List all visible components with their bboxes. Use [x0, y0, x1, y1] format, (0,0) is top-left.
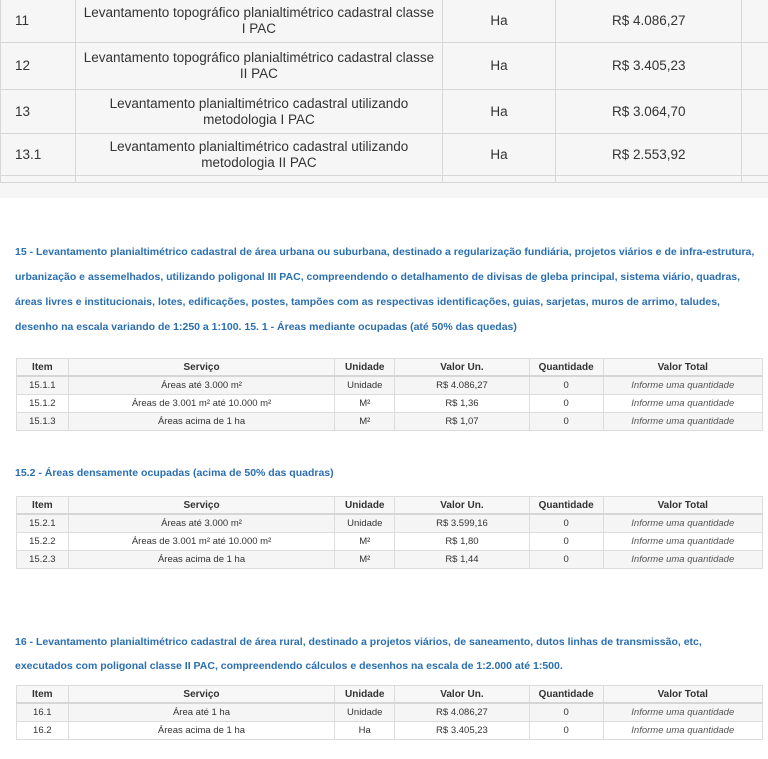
top-price-table-container — [0, 0, 768, 198]
unit-cell: Unidade — [335, 514, 395, 533]
value-cell: R$ 2.553,92 — [556, 134, 742, 176]
quantity-cell[interactable]: 0 — [529, 376, 603, 395]
value-cell: R$ 3.405,23 — [395, 722, 530, 740]
column-header-total: Valor Total — [603, 359, 762, 377]
value-cell: R$ 1,36 — [395, 395, 530, 413]
top-price-table — [0, 0, 768, 183]
value-cell: R$ 3.405,23 — [556, 43, 742, 90]
table-header-row — [17, 686, 763, 704]
item-cell: 15.2.2 — [17, 533, 69, 551]
service-cell: Áreas de 3.001 m² até 10.000 m² — [68, 395, 335, 413]
unit-cell: M² — [335, 551, 395, 569]
item-cell: 15.2.1 — [17, 514, 69, 533]
unit-cell: Ha — [442, 43, 555, 90]
service-cell: Áreas acima de 1 ha — [68, 413, 335, 431]
item-cell: 15.1.2 — [17, 395, 69, 413]
column-header-total: Valor Total — [603, 686, 762, 704]
unit-cell: Ha — [442, 134, 555, 176]
value-cell: R$ 1,80 — [395, 533, 530, 551]
unit-cell: Unidade — [335, 703, 395, 722]
quantity-cell[interactable]: 0 — [529, 551, 603, 569]
unit-cell: M² — [335, 533, 395, 551]
service-cell: Áreas até 3.000 m² — [68, 376, 335, 395]
table-row-cap — [1, 176, 768, 183]
column-header-quantity: Quantidade — [529, 686, 603, 704]
unit-cell: M² — [335, 395, 395, 413]
unit-cell: M² — [335, 413, 395, 431]
quantity-cell[interactable]: 0 — [529, 533, 603, 551]
table-row — [17, 722, 763, 740]
table-15-1 — [16, 358, 763, 431]
column-header-unit: Unidade — [335, 497, 395, 515]
table-16 — [16, 685, 763, 740]
quantity-cell[interactable]: 0 — [529, 514, 603, 533]
value-cell: R$ 4.086,27 — [395, 376, 530, 395]
service-cell: Áreas acima de 1 ha — [68, 722, 335, 740]
service-cell: Levantamento topográfico planialtimétrico cadastral classe I PAC — [75, 0, 442, 43]
extra-cell — [742, 43, 768, 90]
item-cell: 11 — [1, 0, 76, 43]
item-cell: 15.2.3 — [17, 551, 69, 569]
value-cell: R$ 1,07 — [395, 413, 530, 431]
service-cell: Áreas até 3.000 m² — [68, 514, 335, 533]
item-cell: 13.1 — [1, 134, 76, 176]
column-header-item: Item — [17, 686, 69, 704]
table-row — [1, 0, 768, 43]
unit-cell: Ha — [442, 90, 555, 134]
column-header-total: Valor Total — [603, 497, 762, 515]
section-16-heading: 16 - Levantamento planialtimétrico cadastral de área rural, destinado a projetos viários, de saneamento, dutos linhas de transmissão, etc, executados com poligonal classe II PAC, compreendendo cálculos e desenhos na escala de 1:2.000 até 1:500. — [15, 636, 702, 672]
table-header-row — [17, 359, 763, 377]
value-cell: R$ 4.086,27 — [395, 703, 530, 722]
table-row — [17, 533, 763, 551]
service-cell: Áreas de 3.001 m² até 10.000 m² — [68, 533, 335, 551]
total-cell: Informe uma quantidade — [603, 722, 762, 740]
table-row — [1, 134, 768, 176]
table-row — [17, 514, 763, 533]
total-cell: Informe uma quantidade — [603, 413, 762, 431]
column-header-unit-value: Valor Un. — [395, 497, 530, 515]
total-cell: Informe uma quantidade — [603, 703, 762, 722]
section-15-heading: 15 - Levantamento planialtimétrico cadastral de área urbana ou suburbana, destinado a regularização fundiária, projetos viários e de infra-estrutura, urbanização e assemelhados, utilizando poligonal III PAC, compreendendo o detalhamento de divisas de gleba principal, sistema viário, quadras, áreas livres e institucionais, lotes, edificações, postes, tampões com as respectivas identificações, guias, sarjetas, muros de arrimo, taludes, desenho na escala variando de 1:250 a 1:100. 15. 1 - Áreas mediante ocupadas (até 50% das quedas) — [15, 246, 755, 333]
extra-cell — [742, 134, 768, 176]
value-cell: R$ 1,44 — [395, 551, 530, 569]
item-cell: 16.1 — [17, 703, 69, 722]
column-header-item: Item — [17, 359, 69, 377]
table-row — [1, 90, 768, 134]
unit-cell: Unidade — [335, 376, 395, 395]
table-row — [17, 395, 763, 413]
table-row — [17, 413, 763, 431]
total-cell: Informe uma quantidade — [603, 376, 762, 395]
total-cell: Informe uma quantidade — [603, 551, 762, 569]
extra-cell — [742, 0, 768, 43]
item-cell: 12 — [1, 43, 76, 90]
column-header-unit: Unidade — [335, 686, 395, 704]
column-header-quantity: Quantidade — [529, 359, 603, 377]
service-cell: Levantamento planialtimétrico cadastral utilizando metodologia II PAC — [75, 134, 442, 176]
column-header-service: Serviço — [68, 497, 335, 515]
quantity-cell[interactable]: 0 — [529, 722, 603, 740]
table-header-row — [17, 497, 763, 515]
column-header-service: Serviço — [68, 686, 335, 704]
item-cell: 13 — [1, 90, 76, 134]
column-header-unit: Unidade — [335, 359, 395, 377]
table-15-2 — [16, 496, 763, 569]
unit-cell: Ha — [335, 722, 395, 740]
quantity-cell[interactable]: 0 — [529, 395, 603, 413]
value-cell: R$ 3.599,16 — [395, 514, 530, 533]
section-15-2-heading: 15.2 - Áreas densamente ocupadas (acima de 50% das quadras) — [15, 467, 334, 479]
quantity-cell[interactable]: 0 — [529, 703, 603, 722]
item-cell: 16.2 — [17, 722, 69, 740]
extra-cell — [742, 90, 768, 134]
column-header-service: Serviço — [68, 359, 335, 377]
service-cell: Levantamento planialtimétrico cadastral utilizando metodologia I PAC — [75, 90, 442, 134]
table-row — [17, 551, 763, 569]
column-header-unit-value: Valor Un. — [395, 359, 530, 377]
total-cell: Informe uma quantidade — [603, 395, 762, 413]
service-cell: Levantamento topográfico planialtimétrico cadastral classe II PAC — [75, 43, 442, 90]
column-header-quantity: Quantidade — [529, 497, 603, 515]
item-cell: 15.1.1 — [17, 376, 69, 395]
table-row — [17, 376, 763, 395]
table-row — [17, 703, 763, 722]
column-header-item: Item — [17, 497, 69, 515]
total-cell: Informe uma quantidade — [603, 514, 762, 533]
quantity-cell[interactable]: 0 — [529, 413, 603, 431]
service-cell: Áreas acima de 1 ha — [68, 551, 335, 569]
service-cell: Área até 1 ha — [68, 703, 335, 722]
value-cell: R$ 4.086,27 — [556, 0, 742, 43]
table-row — [1, 43, 768, 90]
item-cell: 15.1.3 — [17, 413, 69, 431]
column-header-unit-value: Valor Un. — [395, 686, 530, 704]
unit-cell: Ha — [442, 0, 555, 43]
total-cell: Informe uma quantidade — [603, 533, 762, 551]
value-cell: R$ 3.064,70 — [556, 90, 742, 134]
